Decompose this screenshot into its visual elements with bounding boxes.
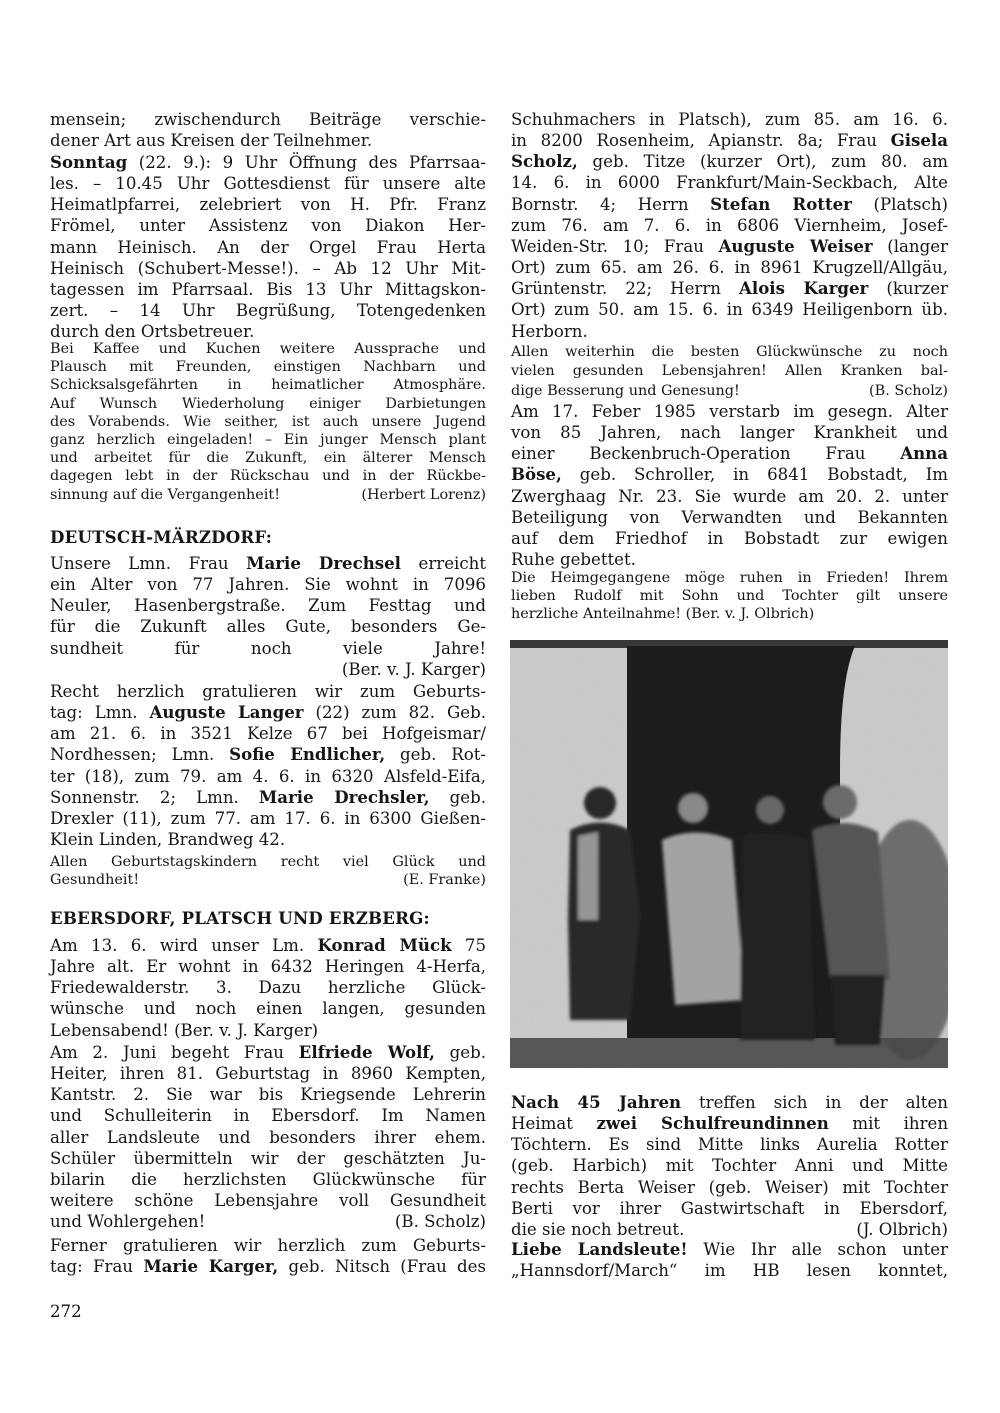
text-segment: am 21. 6. in 3521 Kelze 67 bei Hofgeismar/ — [50, 724, 486, 744]
paragraph-marie-drechsel — [50, 553, 486, 680]
text-segment: Klein Linden, Brandweg 42. — [50, 830, 286, 850]
attribution: (Herbert Lorenz) — [361, 486, 486, 503]
bold-name: Nach 45 Jahren — [511, 1092, 682, 1112]
bold-name: Böse, — [511, 464, 562, 485]
text-segment: (kurzer — [868, 279, 948, 299]
text-segment: Schüler übermitteln wir der geschätzten Ju- — [50, 1148, 486, 1168]
text-line — [50, 1190, 486, 1211]
text-segment: treffen sich in der alten — [681, 1093, 948, 1112]
paragraph-small-condolence — [511, 569, 948, 624]
text-line — [50, 744, 486, 765]
text-line — [50, 449, 486, 467]
text-segment: die sie noch betreut. — [511, 1219, 685, 1239]
text-segment: Die Heimgegangene möge ruhen in Frieden! Ihrem — [511, 570, 948, 586]
text-segment: ter (18), zum 79. am 4. 6. in 6320 Alsfeld-Eifa, — [50, 766, 486, 786]
text-segment: les. – 10.45 Uhr Gottesdienst für unsere alte — [50, 174, 486, 194]
text-line — [50, 1042, 486, 1063]
text-segment: tagessen im Pfarrsaal. Bis 13 Uhr Mittagskon- — [50, 279, 486, 299]
text-line — [50, 376, 486, 394]
text-line — [50, 871, 486, 889]
text-line — [511, 1239, 948, 1260]
text-line — [50, 1020, 486, 1041]
text-line — [511, 1134, 948, 1155]
text-line — [50, 1169, 486, 1190]
text-segment: 75 — [451, 936, 487, 955]
text-line — [50, 1084, 486, 1105]
text-segment: dige Besserung und Genesung! — [511, 382, 740, 399]
text-segment: des Vorabends. Wie seither, ist auch unsere Jugend — [50, 413, 486, 430]
line-text — [50, 1211, 205, 1232]
text-line — [50, 1063, 486, 1084]
attribution: (Ber. v. J. Karger) — [341, 659, 486, 679]
text-line — [511, 1155, 948, 1176]
bold-name: Stefan Rotter — [710, 193, 852, 214]
text-line — [50, 395, 486, 413]
text-line — [50, 681, 486, 702]
text-line — [50, 300, 486, 321]
text-segment: mensein; zwischendurch Beiträge verschie- — [50, 110, 486, 129]
text-segment: Heimat — [511, 1114, 597, 1134]
text-segment: Berti vor ihrer Gastwirtschaft in Ebersdorf, — [511, 1198, 948, 1218]
line-text — [50, 486, 280, 504]
text-line — [50, 486, 486, 504]
text-segment: Neuler, Hasenbergstraße. Zum Festtag und — [50, 596, 486, 616]
text-line — [50, 1127, 486, 1148]
text-line — [511, 1219, 948, 1240]
text-line — [511, 382, 948, 401]
text-segment: Am 17. Feber 1985 verstarb im gesegn. Alter — [511, 402, 948, 421]
text-line — [511, 1113, 948, 1134]
text-line — [511, 278, 948, 299]
text-line — [50, 723, 486, 744]
text-segment: Zwerghaag Nr. 23. Sie wurde am 20. 2. unter — [511, 486, 948, 506]
text-segment: Gesundheit! — [50, 872, 140, 889]
text-line — [511, 1092, 948, 1113]
text-segment: Am 13. 6. wird unser Lm. — [50, 936, 318, 955]
paragraph-small-wishes — [511, 343, 948, 401]
bold-name: Auguste Weiser — [718, 235, 873, 256]
text-segment: geb. Schroller, in 6841 Bobstadt, Im — [561, 465, 948, 485]
bold-name: Alois Karger — [739, 278, 869, 299]
text-segment: auf dem Friedhof in Bobstadt zur ewigen — [511, 528, 948, 548]
text-line — [511, 321, 948, 342]
text-line — [50, 173, 486, 194]
line-text — [511, 1219, 684, 1240]
text-line — [50, 413, 486, 431]
text-line — [511, 528, 948, 549]
text-line — [50, 152, 486, 173]
text-segment: dagegen lebt in der Rückschau und in der Rückbe- — [50, 468, 486, 485]
text-segment: Kantstr. 2. Sie war bis Kriegsende Lehrerin — [50, 1085, 486, 1105]
text-segment: Allen Geburtstagskindern recht viel Glück und — [50, 854, 486, 870]
text-segment: Töchtern. Es sind Mitte links Aurelia Rotter — [511, 1135, 948, 1155]
bold-name: Marie Drechsel — [246, 553, 401, 573]
text-segment: geb. — [429, 787, 487, 807]
text-line — [50, 638, 486, 659]
attribution: (J. Olbrich) — [856, 1219, 948, 1239]
text-line — [50, 109, 486, 130]
text-segment: Lebensabend! (Ber. v. J. Karger) — [50, 1020, 319, 1040]
text-segment: von 85 Jahren, nach langer Krankheit und — [511, 423, 948, 443]
text-line — [511, 401, 948, 422]
text-segment: geb. Titze (kurzer Ort), zum 80. am — [577, 152, 948, 172]
text-line — [50, 340, 486, 358]
text-line — [511, 215, 948, 236]
text-line — [50, 1235, 486, 1256]
bold-name: Marie Karger, — [143, 1256, 279, 1277]
text-segment: Drexler (11), zum 77. am 17. 6. in 6300 Gießen- — [50, 808, 486, 828]
text-segment: Weiden-Str. 10; Frau — [511, 236, 719, 256]
text-line — [511, 109, 948, 130]
text-segment: (22. 9.): 9 Uhr Öffnung des Pfarrsaa- — [127, 153, 486, 172]
photo-four-women-at-doorway — [510, 640, 948, 1068]
bold-name: Anna — [900, 443, 948, 464]
text-segment: bilarin die herzlichsten Glückwünsche für — [50, 1169, 486, 1189]
text-segment: Am 2. Juni begeht Frau — [50, 1043, 299, 1062]
bold-name: Sofie Endlicher, — [229, 744, 386, 765]
text-line — [511, 172, 948, 193]
text-segment: Beteiligung von Verwandten und Bekannten — [511, 507, 948, 527]
text-line — [50, 1105, 486, 1126]
text-segment: und arbeitet für die Zukunft, ein älterer Mensch — [50, 450, 486, 467]
text-line — [50, 829, 486, 850]
text-segment: Jahre alt. Er wohnt in 6432 Heringen 4-Herfa, — [50, 957, 486, 977]
text-line — [511, 257, 948, 278]
bold-name: Marie Drechsler, — [258, 786, 430, 807]
text-line — [511, 605, 948, 623]
text-segment: wünsche und noch einen langen, gesunden — [50, 999, 486, 1019]
text-line — [50, 595, 486, 616]
text-line — [511, 1198, 948, 1219]
text-line — [50, 237, 486, 258]
text-segment: Schicksalsgefährten in heimatlicher Atmosphäre. — [50, 377, 486, 394]
text-segment: Schuhmachers in Platsch), zum 85. am 16. 6. — [511, 110, 948, 129]
text-segment: geb. — [434, 1043, 486, 1062]
section-heading-deutsch-maerzdorf: DEUTSCH-MÄRZDORF: — [50, 527, 273, 547]
text-segment: Frömel, unter Assistenz von Diakon Her- — [50, 216, 486, 236]
text-line — [511, 587, 948, 605]
text-line — [511, 569, 948, 587]
text-line — [50, 431, 486, 449]
text-segment: Friedewalderstr. 3. Dazu herzliche Glück- — [50, 978, 486, 998]
text-segment: Ruhe gebettet. — [511, 550, 636, 570]
paragraph-small-birthday-wishes — [50, 853, 486, 889]
text-segment: Bei Kaffee und Kuchen weitere Aussprache und — [50, 341, 486, 357]
text-segment: für die Zukunft alles Gute, besonders Ge- — [50, 617, 486, 637]
text-segment: einer Beckenbruch-Operation Frau — [511, 444, 901, 464]
paragraph-marie-karger — [50, 1235, 486, 1277]
text-line — [50, 808, 486, 829]
text-segment: rechts Berta Weiser (geb. Weiser) mit Tochter — [511, 1177, 948, 1197]
text-segment: Bornstr. 4; Herrn — [511, 194, 711, 214]
paragraph-elfriede-wolf — [50, 1042, 486, 1232]
attribution: (B. Scholz) — [394, 1212, 486, 1232]
text-line — [50, 956, 486, 977]
text-line — [50, 853, 486, 871]
text-segment: Heimatlpfarrei, zelebriert von H. Pfr. Franz — [50, 195, 486, 215]
text-line — [511, 130, 948, 151]
text-segment: aller Landsleute und besonders ihrer ehem. — [50, 1127, 486, 1147]
line-text — [50, 871, 139, 889]
text-segment: tag: Frau — [50, 1257, 144, 1277]
bold-name: Sonntag — [50, 152, 128, 172]
text-segment: Herborn. — [511, 321, 588, 341]
text-segment: (22) zum 82. Geb. — [303, 703, 486, 723]
bold-name: Elfriede Wolf, — [298, 1042, 435, 1062]
text-segment: (langer — [872, 236, 948, 256]
text-line — [511, 1260, 948, 1281]
text-segment: erreicht — [401, 554, 487, 573]
text-line — [511, 151, 948, 172]
text-segment: Heinisch (Schubert-Messe!). – Ab 12 Uhr Mit- — [50, 258, 486, 278]
text-line — [511, 1177, 948, 1198]
paragraph-liebe-landsleute — [511, 1239, 948, 1281]
paragraph-sunday-program — [50, 152, 486, 342]
text-segment: 14. 6. in 6000 Frankfurt/Main-Seckbach, Alte — [511, 173, 948, 193]
text-segment: ganz herzlich eingeladen! – Ein junger Mensch plant — [50, 432, 486, 449]
text-segment: und Wohlergehen! — [50, 1212, 206, 1232]
bold-name: Konrad Mück — [317, 935, 452, 955]
text-segment: geb. Rot- — [385, 745, 487, 765]
paragraph-program-continued — [50, 109, 486, 151]
text-segment: Ort) zum 50. am 15. 6. in 6349 Heiligenborn üb. — [511, 300, 948, 320]
text-segment: herzliche Anteilnahme! (Ber. v. J. Olbrich) — [511, 606, 815, 623]
text-segment: vielen gesunden Lebensjahren! Allen Kranken bal- — [511, 363, 948, 380]
text-segment: geb. Nitsch (Frau des — [278, 1257, 486, 1277]
text-segment: tag: Lmn. — [50, 703, 150, 723]
text-segment: Nordhessen; Lmn. — [50, 745, 230, 765]
photo-caption — [511, 1092, 948, 1240]
text-line — [50, 787, 486, 808]
page-number: 272 — [50, 1302, 82, 1321]
text-line — [50, 935, 486, 956]
text-segment: sundheit für noch viele Jahre! — [50, 638, 486, 658]
text-segment: dener Art aus Kreisen der Teilnehmer. — [50, 131, 373, 151]
text-segment: Auf Wunsch Wiederholung einiger Darbietungen — [50, 395, 486, 412]
attribution: (E. Franke) — [403, 872, 486, 889]
attribution: (B. Scholz) — [869, 382, 948, 399]
section-heading-ebersdorf: EBERSDORF, PLATSCH UND ERZBERG: — [50, 908, 430, 928]
text-line — [50, 279, 486, 300]
text-line — [50, 130, 486, 151]
text-line — [50, 574, 486, 595]
text-segment: lieben Rudolf mit Sohn und Tochter gilt unsere — [511, 588, 948, 605]
text-segment: zum 76. am 7. 6. in 6806 Viernheim, Josef- — [511, 215, 948, 235]
text-segment: durch den Ortsbetreuer. — [50, 322, 255, 342]
text-segment: ein Alter von 77 Jahren. Sie wohnt in 7096 — [50, 575, 486, 595]
text-segment: mit ihren — [828, 1114, 949, 1134]
text-segment: Allen weiterhin die besten Glückwünsche zu noch — [511, 344, 948, 360]
text-segment: sinnung auf die Vergangenheit! — [50, 486, 280, 503]
text-line — [511, 507, 948, 528]
text-segment: Grüntenstr. 22; Herrn — [511, 279, 740, 299]
text-line — [511, 549, 948, 570]
text-line — [50, 659, 486, 680]
text-segment: Ort) zum 65. am 26. 6. in 8961 Krugzell/Allgäu, — [511, 258, 948, 278]
text-line — [50, 194, 486, 215]
bold-name: Gisela — [890, 130, 948, 151]
text-segment: (geb. Harbich) mit Tochter Anni und Mitte — [511, 1156, 948, 1176]
text-line — [511, 194, 948, 215]
line-text — [511, 382, 740, 401]
paragraph-birthdays — [50, 681, 486, 850]
text-line — [511, 443, 948, 464]
text-segment: Unsere Lmn. Frau — [50, 554, 247, 573]
text-line — [50, 977, 486, 998]
text-line — [50, 702, 486, 723]
text-line — [50, 215, 486, 236]
text-line — [50, 358, 486, 376]
text-line — [50, 998, 486, 1019]
bold-name: Scholz, — [511, 151, 578, 172]
text-line — [50, 258, 486, 279]
text-line — [511, 236, 948, 257]
text-line — [511, 343, 948, 362]
text-line — [511, 422, 948, 443]
text-segment: weitere schöne Lebensjahre voll Gesundheit — [50, 1191, 486, 1211]
text-line — [511, 299, 948, 320]
bold-name: Liebe Landsleute! — [511, 1239, 688, 1259]
text-segment: Sonnenstr. 2; Lmn. — [50, 787, 259, 807]
paragraph-obituary-anna-boese — [511, 401, 948, 570]
text-segment: Recht herzlich gratulieren wir zum Geburts- — [50, 682, 486, 701]
bold-name: Auguste Langer — [149, 702, 304, 723]
text-segment: in 8200 Rosenheim, Apianstr. 8a; Frau — [511, 131, 891, 151]
bold-name: zwei Schulfreundinnen — [596, 1113, 829, 1134]
text-segment: und Schulleiterin in Ebersdorf. Im Namen — [50, 1106, 486, 1126]
text-line — [50, 1211, 486, 1232]
text-line — [50, 766, 486, 787]
text-segment: Ferner gratulieren wir herzlich zum Geburts- — [50, 1236, 486, 1255]
text-line — [511, 486, 948, 507]
text-line — [50, 467, 486, 485]
text-line — [50, 1256, 486, 1277]
text-line — [50, 1148, 486, 1169]
text-line — [511, 464, 948, 485]
text-segment: (Platsch) — [851, 194, 948, 214]
text-segment: Wie Ihr alle schon unter — [687, 1240, 949, 1259]
paragraph-birthdays-continued — [511, 109, 948, 342]
paragraph-small-kaffee — [50, 340, 486, 504]
text-line — [50, 553, 486, 574]
text-segment: zert. – 14 Uhr Begrüßung, Totengedenken — [50, 301, 486, 321]
text-line — [50, 616, 486, 637]
text-segment: mann Heinisch. An der Orgel Frau Herta — [50, 237, 486, 257]
text-segment: Heiter, ihren 81. Geburtstag in 8960 Kempten, — [50, 1064, 486, 1084]
text-segment: „Hannsdorf/March“ im HB lesen konntet, — [511, 1261, 948, 1281]
text-line — [511, 362, 948, 381]
paragraph-konrad-mueck — [50, 935, 486, 1041]
text-segment: Plausch mit Freunden, einstigen Nachbarn und — [50, 359, 486, 376]
